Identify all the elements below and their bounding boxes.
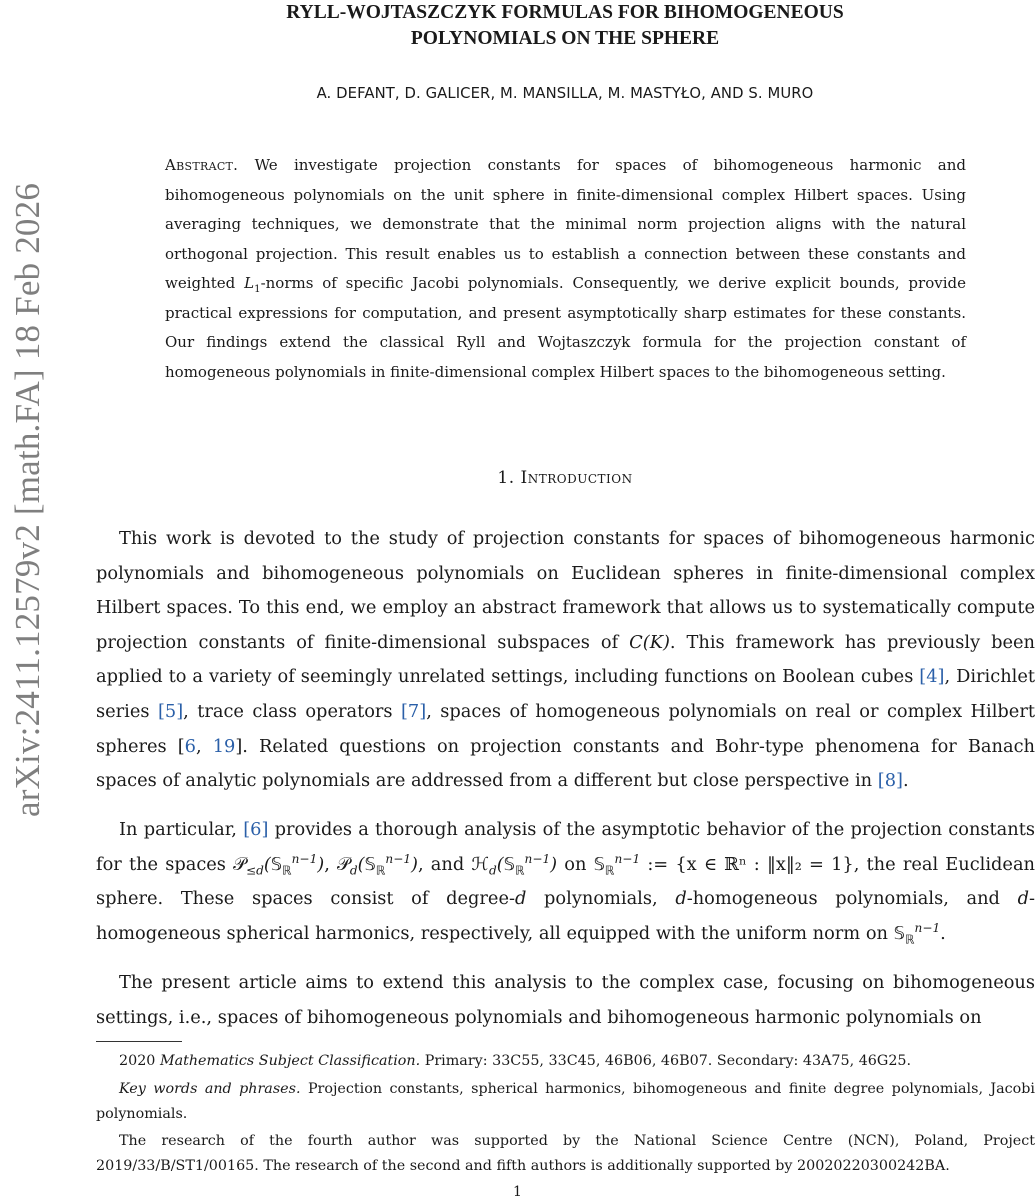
citation-6[interactable]: 6 [184, 735, 196, 757]
title-line-1: RYLL-WOJTASZCZYK FORMULAS FOR BIHOMOGENEOUS [286, 2, 844, 23]
real-sphere-symbol: 𝕊$_ℝ^{n-1}$ [593, 851, 641, 878]
p2-definition-text: := {x ∈ ℝⁿ : ‖x‖₂ = 1}, the real Euclidean sphere. These spaces consist of degree- [96, 853, 1035, 910]
abstract-l1-symbol: L [244, 274, 255, 292]
footnote-funding [96, 1129, 1035, 1179]
p2-d-3: d [1017, 888, 1030, 910]
footnote-msc [96, 1049, 1035, 1074]
abstract-text-b: -norms of specific Jacobi polynomials. Consequently, we derive explicit bounds, provide practical expressions for computation, and present asymptotically sharp estimates for these constants. Our findings extend the classical Ryll and Wojtaszczyk formula for the projection constant of homogeneous polynomials in finite-dimensional complex Hilbert spaces to the bihomogeneous setting. [165, 274, 966, 381]
author-list: A. DEFANT, D. GALICER, M. MANSILLA, M. MASTYŁO, AND S. MURO [316, 85, 814, 102]
p1-text-b: . This framework has previously been applied to a variety of seemingly unrelated settings, including functions on Boolean cubes [96, 631, 1035, 688]
paper-title [160, 0, 970, 52]
p1-text-c: , Dirichlet series [96, 666, 1035, 722]
p2-text-a: In particular, [119, 819, 237, 840]
arxiv-identifier-stamp: arXiv:2411.12579v2 [math.FA] 18 Feb 2026 [8, 182, 47, 818]
section-number: 1. [497, 468, 515, 488]
citation-5[interactable]: [5] [157, 700, 184, 722]
p1-text-a: This work is devoted to the study of projection constants for spaces of bihomogeneous harmonic polynomials and bihomogeneous polynomials on Euclidean spheres in finite-dimensional complex Hilbert spaces. To this end, we employ an abstract framework that allows us to systematically compute projection constants of finite-dimensional subspaces of [96, 528, 1035, 653]
abstract [165, 151, 966, 387]
p2-text-c: polynomials, [544, 888, 658, 910]
space-h-d: ℋ$_d$(𝕊$_ℝ^{n-1}$) [471, 851, 558, 878]
section-title: Introduction [520, 468, 633, 488]
intro-paragraph-1 [96, 522, 1035, 799]
msc-year: 2020 [119, 1053, 156, 1069]
citation-4[interactable]: [4] [919, 666, 945, 688]
space-p-d: 𝒫$_d$(𝕊$_ℝ^{n-1}$) [337, 851, 418, 878]
citation-19[interactable]: 19 [212, 735, 236, 757]
footnote-rule [96, 1041, 182, 1042]
p2-d-2: d [675, 888, 687, 910]
section-heading-introduction [160, 466, 970, 490]
abstract-l1-subscript: 1 [254, 284, 261, 295]
p3-text: The present article aims to extend this analysis to the complex case, focusing on bihomogeneous settings, i.e., spaces of bihomogeneous polynomials and bihomogeneous harmonic polynomials on [96, 972, 1035, 1028]
real-sphere-symbol-2: 𝕊$_ℝ^{n-1}$ [893, 920, 941, 947]
page-number: 1 [513, 1184, 522, 1200]
p1-text-f: ]. Related questions on projection constants and Bohr-type phenomena for Banach spaces of analytic polynomials are addressed from a different but close perspective in [96, 735, 1035, 792]
msc-text: Primary: 33C55, 33C45, 46B06, 46B07. Secondary: 43A75, 46G25. [424, 1053, 912, 1069]
p2-text-f: -homogeneous spherical harmonics, respectively, all equipped with the uniform norm on [96, 888, 1035, 944]
abstract-text-a: We investigate projection constants for spaces of bihomogeneous harmonic and bihomogeneous polynomials on the unit sphere in finite-dimensional complex Hilbert spaces. Using averaging techniques, we demonstrate that the minimal norm projection aligns with the natural orthogonal projection. This result enables us to establish a connection between these constants and weighted [165, 156, 966, 292]
footnotes [96, 1049, 1035, 1182]
funding-text: The research of the fourth author was supported by the National Science Centre (NCN), Poland, Project 2019/33/B/ST1/00165. The research of the second and fifth authors is additionally supported by 20020220300242BA. [96, 1133, 1035, 1175]
intro-paragraph-3 [96, 966, 1035, 1035]
keywords-label: Key words and phrases. [119, 1080, 301, 1097]
p1-text-g: . [902, 770, 909, 792]
p1-math-ck: C(K) [629, 631, 670, 653]
p2-text-b: provides a thorough analysis of the asymptotic behavior of the projection constants for the spaces [96, 819, 1035, 875]
msc-label: Mathematics Subject Classification. [159, 1053, 421, 1069]
p2-on: on [564, 853, 587, 875]
abstract-label: Abstract. [165, 156, 239, 174]
title-line-2: POLYNOMIALS ON THE SPHERE [410, 28, 720, 49]
footnote-keywords [96, 1077, 1035, 1127]
citation-7[interactable]: [7] [401, 700, 427, 722]
citation-6-p2[interactable]: [6] [243, 819, 269, 840]
intro-paragraph-2: In particular, [6] provides a thorough analysis of the asymptotic behavior of the projection constants for the spaces 𝒫$_{\le d}$(𝕊$_ℝ^{n-1}$), 𝒫$_d$(𝕊$_ℝ^{n-1}$), and ℋ$_d$(𝕊$_ℝ^{n-1}$) on 𝕊$_ℝ^{n-1}$ := {x ∈ ℝⁿ : ‖x‖₂ = 1}, the real Euclidean sphere. These spaces consist of degree-d polynomials, d-homogeneous polynomials, and d-homogeneous spherical harmonics, respectively, all equipped with the uniform norm on 𝕊$_ℝ^{n-1}$. [96, 819, 1035, 947]
p1-text-e: , spaces of homogeneous polynomials on real or complex Hilbert spheres [ [96, 700, 1035, 757]
p1-citation-separator: , [195, 735, 213, 757]
p2-d-1: d [514, 888, 527, 910]
keywords-text: Projection constants, spherical harmonics, bihomogeneous and finite degree polynomials, Jacobi polynomials. [96, 1080, 1035, 1122]
space-p-leq-d: 𝒫$_{\le d}$(𝕊$_ℝ^{n-1}$) [233, 851, 325, 878]
p2-text-g: . [940, 922, 946, 944]
p1-text-d: , trace class operators [183, 700, 393, 722]
p2-text-e: -homogeneous polynomials, and [686, 888, 1000, 910]
citation-8[interactable]: [8] [877, 770, 903, 792]
